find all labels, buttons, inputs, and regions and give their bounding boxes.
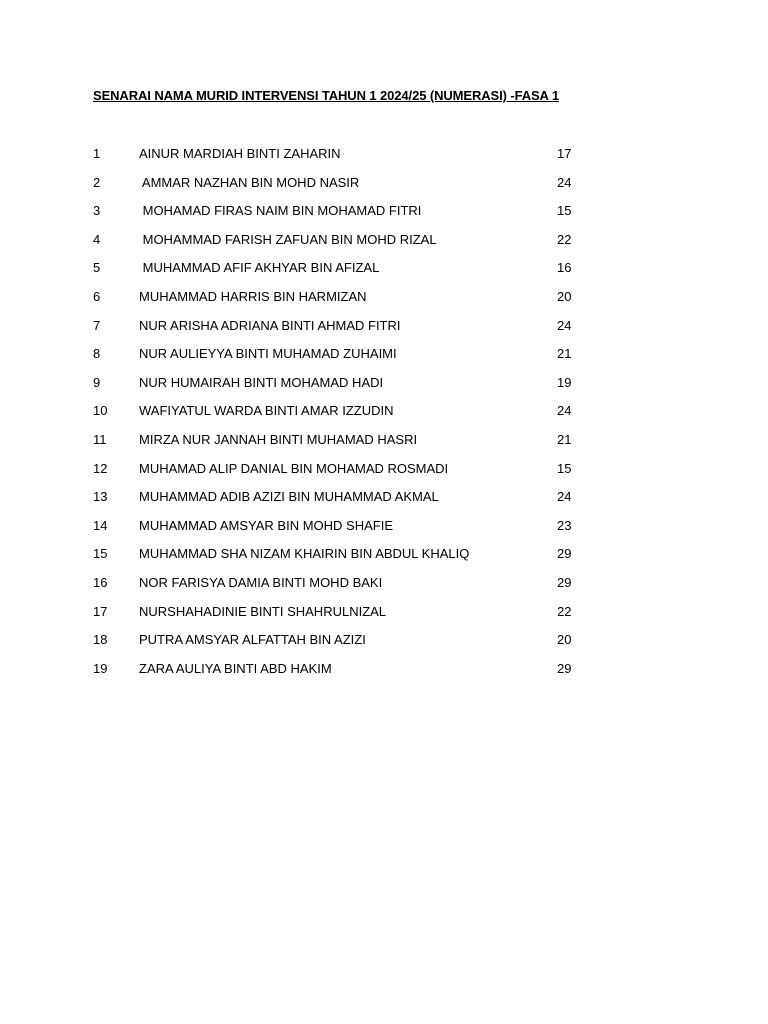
row-number: 1	[93, 146, 101, 161]
student-name: MUHAMMAD SHA NIZAM KHAIRIN BIN ABDUL KHALIQ	[139, 546, 470, 562]
student-score: 24	[557, 174, 572, 190]
student-name: MUHAMAD ALIP DANIAL BIN MOHAMAD ROSMADI	[139, 460, 449, 476]
student-score: 29	[557, 546, 572, 562]
row-number: 2	[93, 174, 101, 190]
row-number: 11	[93, 431, 107, 447]
student-name: MIRZA NUR JANNAH BINTI MUHAMAD HASRI	[139, 431, 418, 447]
row-number: 5	[93, 260, 101, 276]
list-item	[0, 459, 768, 488]
student-score: 17	[557, 146, 572, 161]
student-score: 23	[557, 517, 572, 533]
row-number: 9	[93, 374, 101, 390]
student-score: 29	[557, 574, 572, 590]
student-name: NUR ARISHA ADRIANA BINTI AHMAD FITRI	[139, 317, 401, 333]
row-number: 16	[93, 574, 108, 590]
student-name: MUHAMMAD HARRIS BIN HARMIZAN	[139, 288, 367, 304]
row-number: 15	[93, 546, 108, 562]
student-score: 24	[557, 317, 572, 333]
student-score: 24	[557, 403, 572, 419]
student-score: 20	[557, 632, 572, 648]
student-name: NUR HUMAIRAH BINTI MOHAMAD HADI	[139, 374, 384, 390]
student-name: ZARA AULIYA BINTI ABD HAKIM	[139, 660, 332, 676]
student-name: NURSHAHADINIE BINTI SHAHRULNIZAL	[139, 603, 387, 619]
list-item	[0, 544, 768, 573]
list-item	[0, 144, 768, 173]
student-name: MUHAMMAD ADIB AZIZI BIN MUHAMMAD AKMAL	[139, 489, 439, 505]
row-number: 19	[93, 660, 108, 676]
student-name: AINUR MARDIAH BINTI ZAHARIN	[139, 146, 341, 161]
list-item	[0, 487, 768, 516]
row-number: 7	[93, 317, 101, 333]
row-number: 10	[93, 403, 108, 419]
student-score: 22	[557, 231, 572, 247]
student-score: 21	[557, 346, 572, 362]
student-score: 29	[557, 660, 572, 676]
student-name: MUHAMMAD AMSYAR BIN MOHD SHAFIE	[139, 517, 394, 533]
row-number: 6	[93, 288, 101, 304]
list-item	[0, 316, 768, 345]
list-item	[0, 430, 768, 459]
student-score: 22	[557, 603, 572, 619]
row-number: 4	[93, 231, 101, 247]
row-number: 3	[93, 203, 101, 219]
list-item	[0, 230, 768, 259]
student-list	[0, 144, 768, 687]
student-score: 21	[557, 431, 572, 447]
row-number: 8	[93, 346, 101, 362]
list-item	[0, 173, 768, 202]
list-item	[0, 373, 768, 402]
student-name: MOHAMMAD FARISH ZAFUAN BIN MOHD RIZAL	[139, 231, 437, 247]
list-item	[0, 630, 768, 659]
student-name: PUTRA AMSYAR ALFATTAH BIN AZIZI	[139, 632, 366, 648]
student-name: NUR AULIEYYA BINTI MUHAMAD ZUHAIMI	[139, 346, 397, 362]
student-name: MOHAMAD FIRAS NAIM BIN MOHAMAD FITRI	[139, 203, 422, 219]
student-score: 16	[557, 260, 572, 276]
student-score: 19	[557, 374, 572, 390]
student-score: 15	[557, 203, 572, 219]
row-number: 14	[93, 517, 108, 533]
list-item	[0, 201, 768, 230]
student-score: 20	[557, 288, 572, 304]
row-number: 12	[93, 460, 108, 476]
list-item	[0, 659, 768, 688]
list-item	[0, 573, 768, 602]
list-item	[0, 287, 768, 316]
row-number: 17	[93, 603, 108, 619]
list-item	[0, 258, 768, 287]
document-title: SENARAI NAMA MURID INTERVENSI TAHUN 1 2024/25 (NUMERASI) -FASA 1	[93, 88, 559, 103]
list-item	[0, 344, 768, 373]
list-item	[0, 602, 768, 631]
student-score: 24	[557, 489, 572, 505]
list-item	[0, 401, 768, 430]
student-name: MUHAMMAD AFIF AKHYAR BIN AFIZAL	[139, 260, 380, 276]
row-number: 18	[93, 632, 108, 648]
student-name: AMMAR NAZHAN BIN MOHD NASIR	[139, 174, 360, 190]
row-number: 13	[93, 489, 108, 505]
student-name: NOR FARISYA DAMIA BINTI MOHD BAKI	[139, 574, 383, 590]
student-score: 15	[557, 460, 572, 476]
list-item	[0, 516, 768, 545]
student-name: WAFIYATUL WARDA BINTI AMAR IZZUDIN	[139, 403, 394, 419]
